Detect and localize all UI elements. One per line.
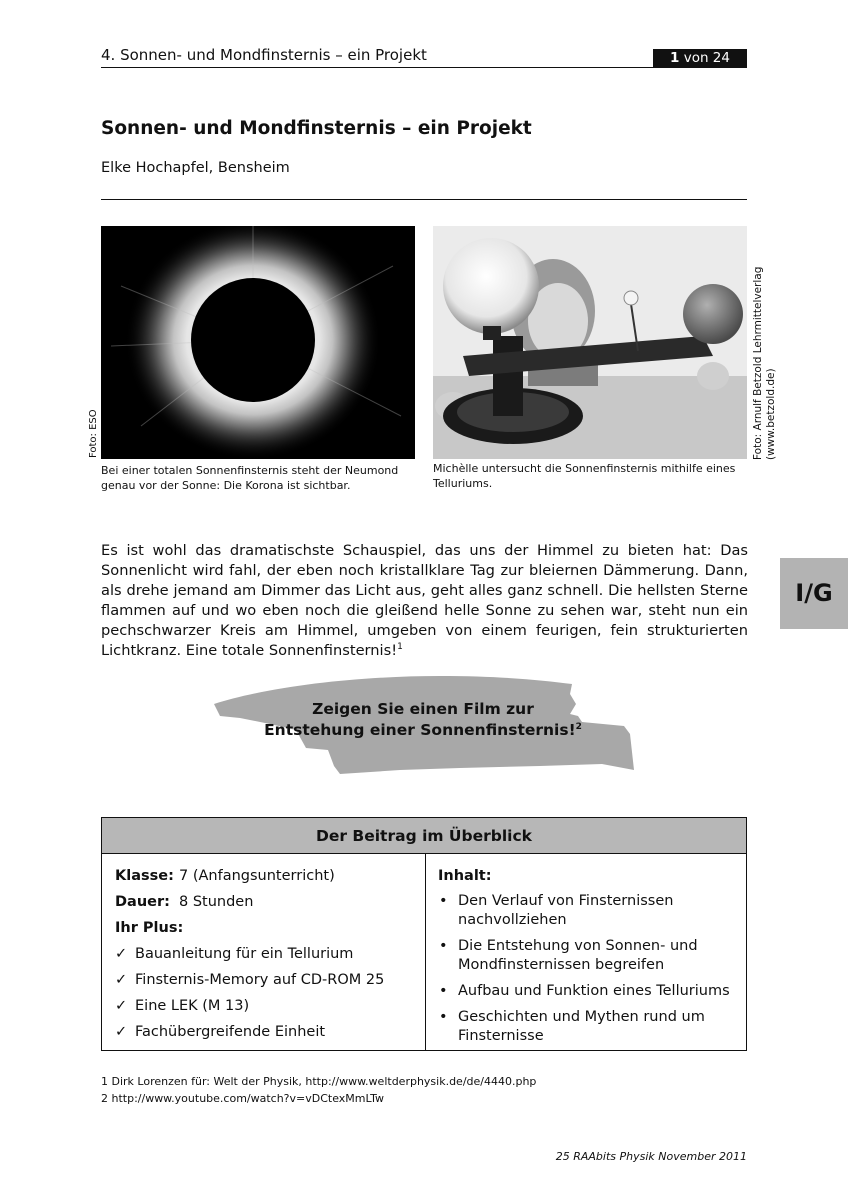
eclipse-illustration — [101, 226, 415, 459]
photo-credit-eso: Foto: ESO — [88, 409, 99, 458]
page-counter — [653, 49, 747, 68]
page-total: von 24 — [683, 50, 730, 66]
overview-left-column — [115, 866, 415, 1048]
overview-divider — [425, 854, 426, 1051]
header-rule — [101, 67, 747, 68]
photo-credit-betzold-line1: Foto: Arnulf Betzold Lehrmittelverlag — [752, 266, 764, 460]
intro-paragraph — [101, 541, 748, 661]
inhalt-item: • Die Entstehung von Sonnen- und Mondfinsternissen begreifen — [438, 937, 738, 975]
page-number: 1 — [670, 50, 680, 66]
banner-text — [210, 699, 636, 741]
checkmark-icon: ✓ — [115, 972, 128, 988]
footnote-2: 2 http://www.youtube.com/watch?v=vDCtexMmLTw — [101, 1092, 385, 1105]
article-title: Sonnen- und Mondfinsternis – ein Projekt — [101, 118, 532, 139]
inhalt-item: • Geschichten und Mythen rund um Finsternisse — [438, 1008, 738, 1046]
plus-item-text: Eine LEK (M 13) — [135, 998, 250, 1014]
overview-heading: Der Beitrag im Überblick — [102, 818, 746, 854]
banner-line1: Zeigen Sie einen Film zur — [312, 700, 534, 718]
plus-item-text: Bauanleitung für ein Tellurium — [135, 946, 354, 962]
author-line: Elke Hochapfel, Bensheim — [101, 160, 290, 176]
eclipse-photo — [101, 226, 415, 459]
dauer-label: Dauer: — [115, 894, 170, 910]
photo-credit-betzold — [752, 220, 778, 460]
banner-line2-wrap — [210, 720, 636, 741]
footer-source: 25 RAAbits Physik November 2011 — [555, 1150, 747, 1163]
banner-line2: Entstehung einer Sonnenfinsternis! — [264, 721, 576, 739]
caption-tellurium: Michèlle untersucht die Sonnenfinsternis mithilfe eines Telluriums. — [433, 462, 736, 490]
plus-item-text: Fachübergreifende Einheit — [135, 1024, 326, 1040]
tellurium-photo — [433, 226, 747, 459]
running-title: 4. Sonnen- und Mondfinsternis – ein Projekt — [101, 46, 427, 64]
overview-box — [101, 817, 747, 1051]
klasse-value: 7 (Anfangsunterricht) — [179, 868, 335, 884]
overview-right-column — [438, 866, 738, 1053]
checkmark-icon: ✓ — [115, 998, 128, 1014]
photo-credit-betzold-line2: (www.betzold.de) — [765, 368, 777, 460]
section-tab: I/G — [780, 558, 848, 629]
klasse-label: Klasse: — [115, 868, 174, 884]
plus-item — [115, 996, 415, 1022]
plus-item — [115, 1022, 415, 1048]
plus-label: Ihr Plus: — [115, 920, 184, 936]
plus-label-row — [115, 918, 415, 944]
plus-item-text: Finsternis-Memory auf CD-ROM 25 — [135, 972, 385, 988]
inhalt-item: • Den Verlauf von Finsternissen nachvollziehen — [438, 892, 738, 930]
footnote-ref-1: 1 — [397, 642, 403, 653]
intro-paragraph-text: Es ist wohl das dramatischste Schauspiel, das uns der Himmel zu bieten hat: Das Sonnenlicht wird fahl, der eben noch kristallklare Tag zur bleiernen Dämmerung. Dann, als drehe jemand am Dimmer das Licht aus, geht alles ganz schnell. Die hellsten Sterne flammen auf und wo eben noch die gleißend helle Sonne zu sehen war, steht nun ein pechschwarzer Kreis am Himmel, umgeben von einem feurigen, fein strukturierten Lichtkranz. Eine totale Sonnenfinsternis! — [101, 542, 748, 659]
dauer-value: 8 Stunden — [179, 894, 254, 910]
title-rule — [101, 199, 747, 200]
klasse-row — [115, 866, 415, 892]
checkmark-icon: ✓ — [115, 1024, 128, 1040]
inhalt-item: • Aufbau und Funktion eines Telluriums — [438, 982, 738, 1001]
footnote-1: 1 Dirk Lorenzen für: Welt der Physik, http://www.weltderphysik.de/de/4440.php — [101, 1075, 537, 1088]
dauer-row — [115, 892, 415, 918]
plus-item — [115, 944, 415, 970]
inhalt-label-row — [438, 866, 738, 892]
tellurium-illustration — [433, 226, 747, 459]
inhalt-label: Inhalt: — [438, 868, 492, 884]
checkmark-icon: ✓ — [115, 946, 128, 962]
footnote-ref-2: 2 — [575, 721, 582, 732]
caption-eclipse: Bei einer totalen Sonnenfinsternis steht der Neumond genau vor der Sonne: Die Korona ist sichtbar. — [101, 464, 399, 492]
plus-item — [115, 970, 415, 996]
